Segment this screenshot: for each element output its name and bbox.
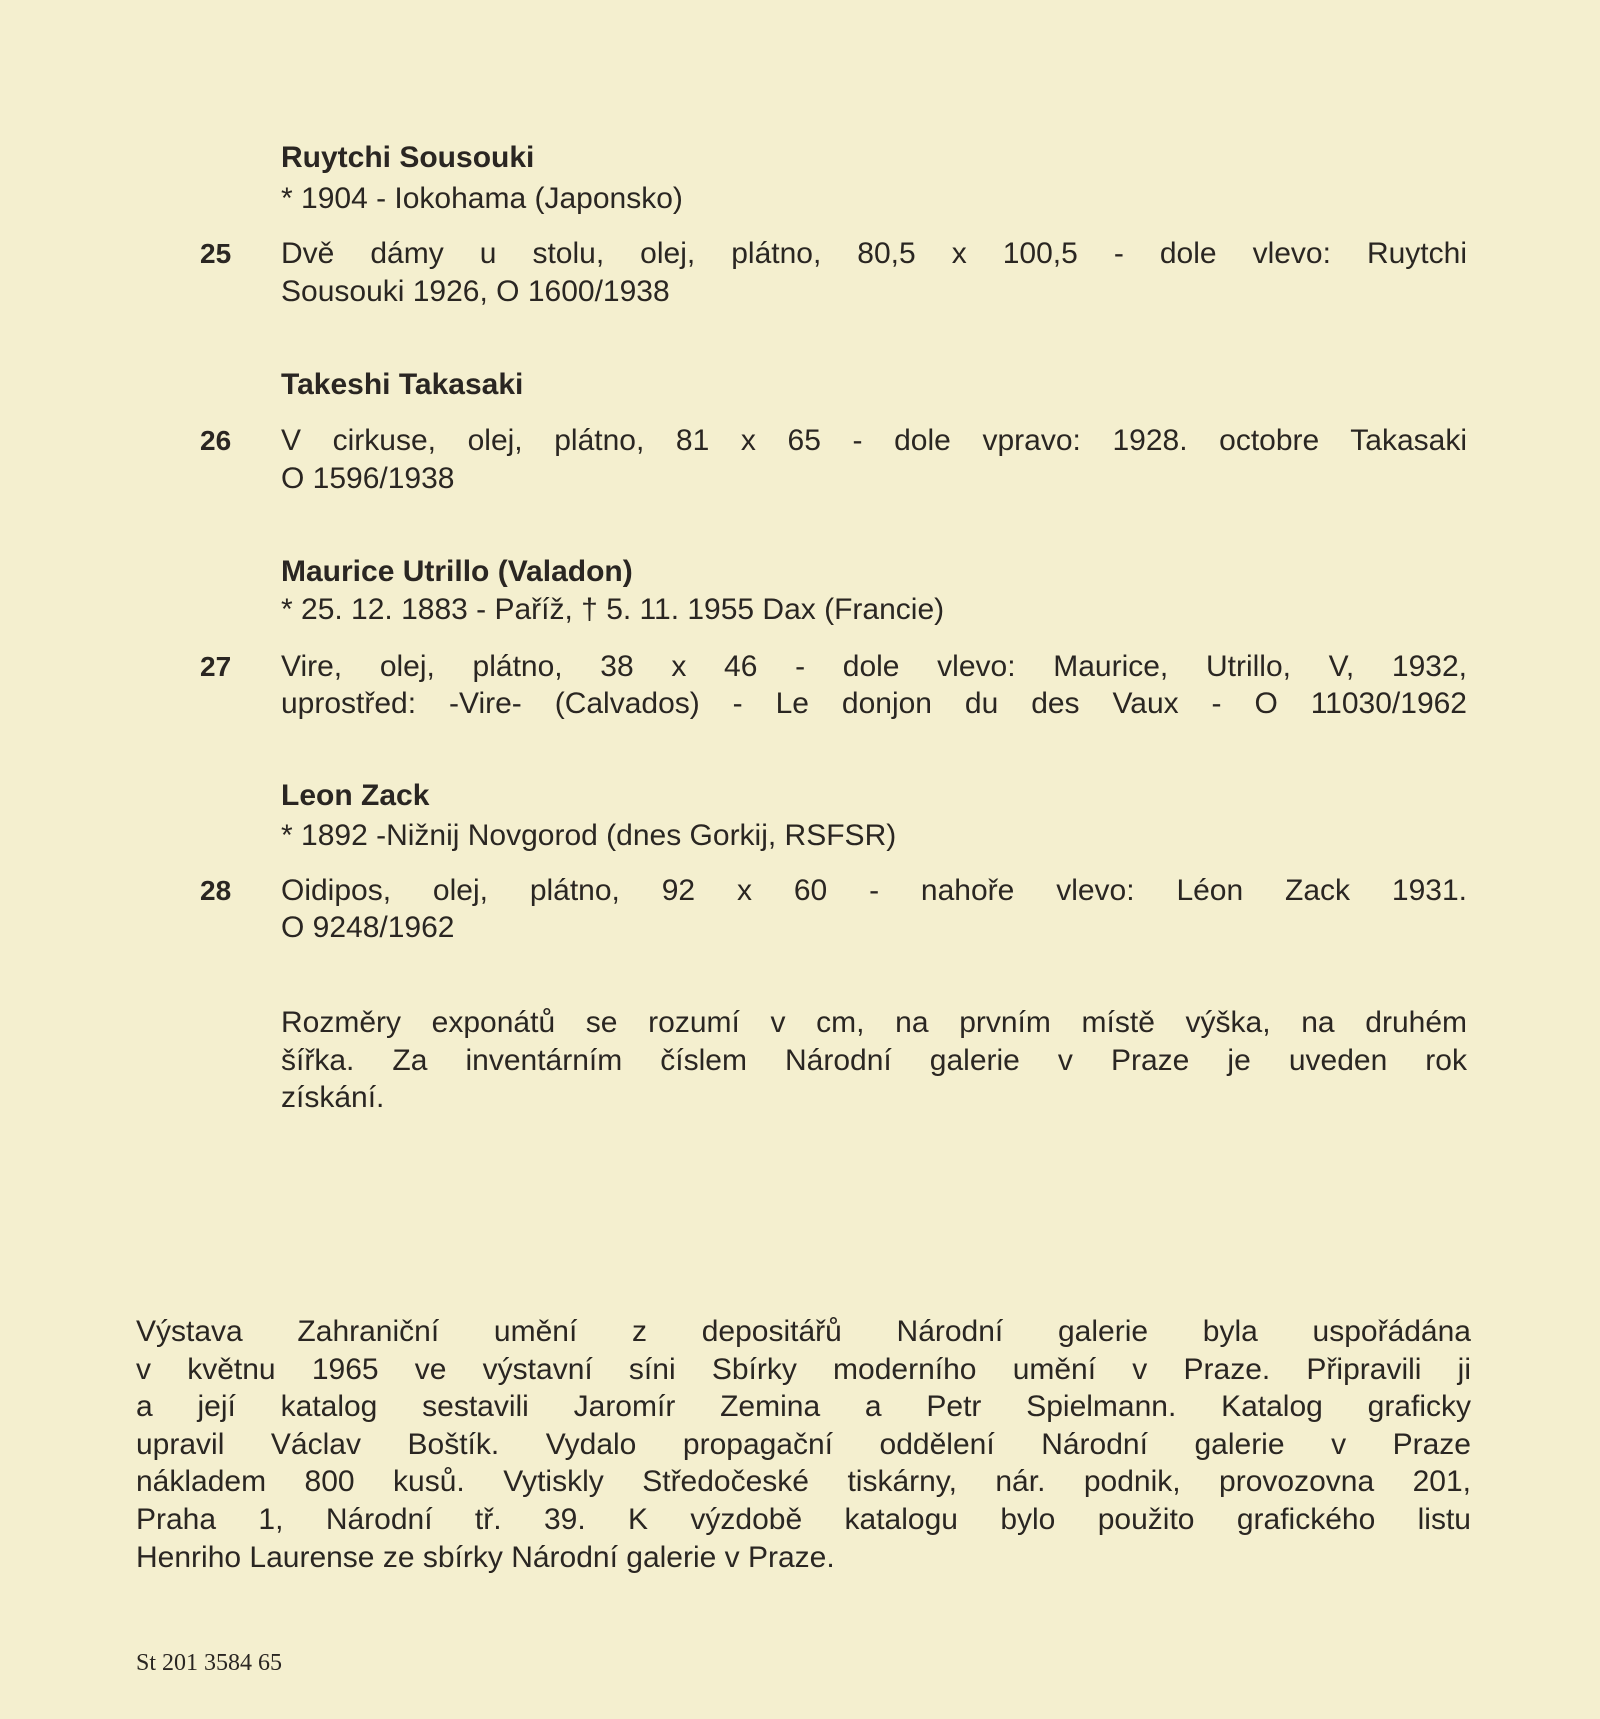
- artist-bio: * 1892 -Nižnij Novgorod (dnes Gorkij, RSFSR): [281, 819, 897, 852]
- artist-name: Leon Zack: [281, 779, 430, 812]
- colophon-line: upravil Václav Boštík. Vydalo propagační oddělení Národní galerie v Praze: [136, 1428, 1471, 1461]
- entry-line: O 1596/1938: [281, 462, 455, 495]
- colophon-line: Praha 1, Národní tř. 39. K výzdobě katalogu bylo použito grafického listu: [136, 1503, 1471, 1536]
- note-line: šířka. Za inventárním číslem Národní galerie v Praze je uveden rok: [281, 1044, 1467, 1077]
- artist-bio: * 1904 - Iokohama (Japonsko): [281, 182, 683, 215]
- entry-line: Vire, olej, plátno, 38 x 46 - dole vlevo: Maurice, Utrillo, V, 1932,: [281, 650, 1467, 683]
- entry-line: Dvě dámy u stolu, olej, plátno, 80,5 x 100,5 - dole vlevo: Ruytchi: [281, 237, 1467, 270]
- note-line: Rozměry exponátů se rozumí v cm, na prvním místě výška, na druhém: [281, 1006, 1467, 1039]
- colophon-line: a její katalog sestavili Jaromír Zemina a Petr Spielmann. Katalog graficky: [136, 1390, 1471, 1423]
- entry-number: 26: [200, 425, 232, 456]
- entry-line: uprostřed: -Vire- (Calvados) - Le donjon du des Vaux - O 11030/1962: [281, 687, 1467, 720]
- entry-line: Sousouki 1926, O 1600/1938: [281, 275, 670, 308]
- colophon-line: v květnu 1965 ve výstavní síni Sbírky moderního umění v Praze. Připravili ji: [136, 1353, 1471, 1386]
- entry-line: V cirkuse, olej, plátno, 81 x 65 - dole vpravo: 1928. octobre Takasaki: [281, 424, 1467, 457]
- entry-number: 25: [200, 238, 232, 269]
- colophon-line: Henriho Laurense ze sbírky Národní galerie v Praze.: [136, 1541, 835, 1574]
- entry-line: O 9248/1962: [281, 911, 455, 944]
- print-code: St 201 3584 65: [136, 1650, 283, 1676]
- artist-name: Takeshi Takasaki: [281, 368, 524, 401]
- artist-bio: * 25. 12. 1883 - Paříž, † 5. 11. 1955 Dax (Francie): [281, 593, 945, 626]
- entry-number: 28: [200, 875, 232, 906]
- artist-name: Ruytchi Sousouki: [281, 141, 535, 174]
- colophon-line: nákladem 800 kusů. Vytiskly Středočeské tiskárny, nár. podnik, provozovna 201,: [136, 1465, 1471, 1498]
- entry-number: 27: [200, 651, 232, 682]
- note-line: získání.: [281, 1081, 385, 1114]
- colophon-line: Výstava Zahraniční umění z depositářů Národní galerie byla uspořádána: [136, 1315, 1471, 1348]
- artist-name: Maurice Utrillo (Valadon): [281, 555, 633, 588]
- entry-line: Oidipos, olej, plátno, 92 x 60 - nahoře vlevo: Léon Zack 1931.: [281, 874, 1467, 907]
